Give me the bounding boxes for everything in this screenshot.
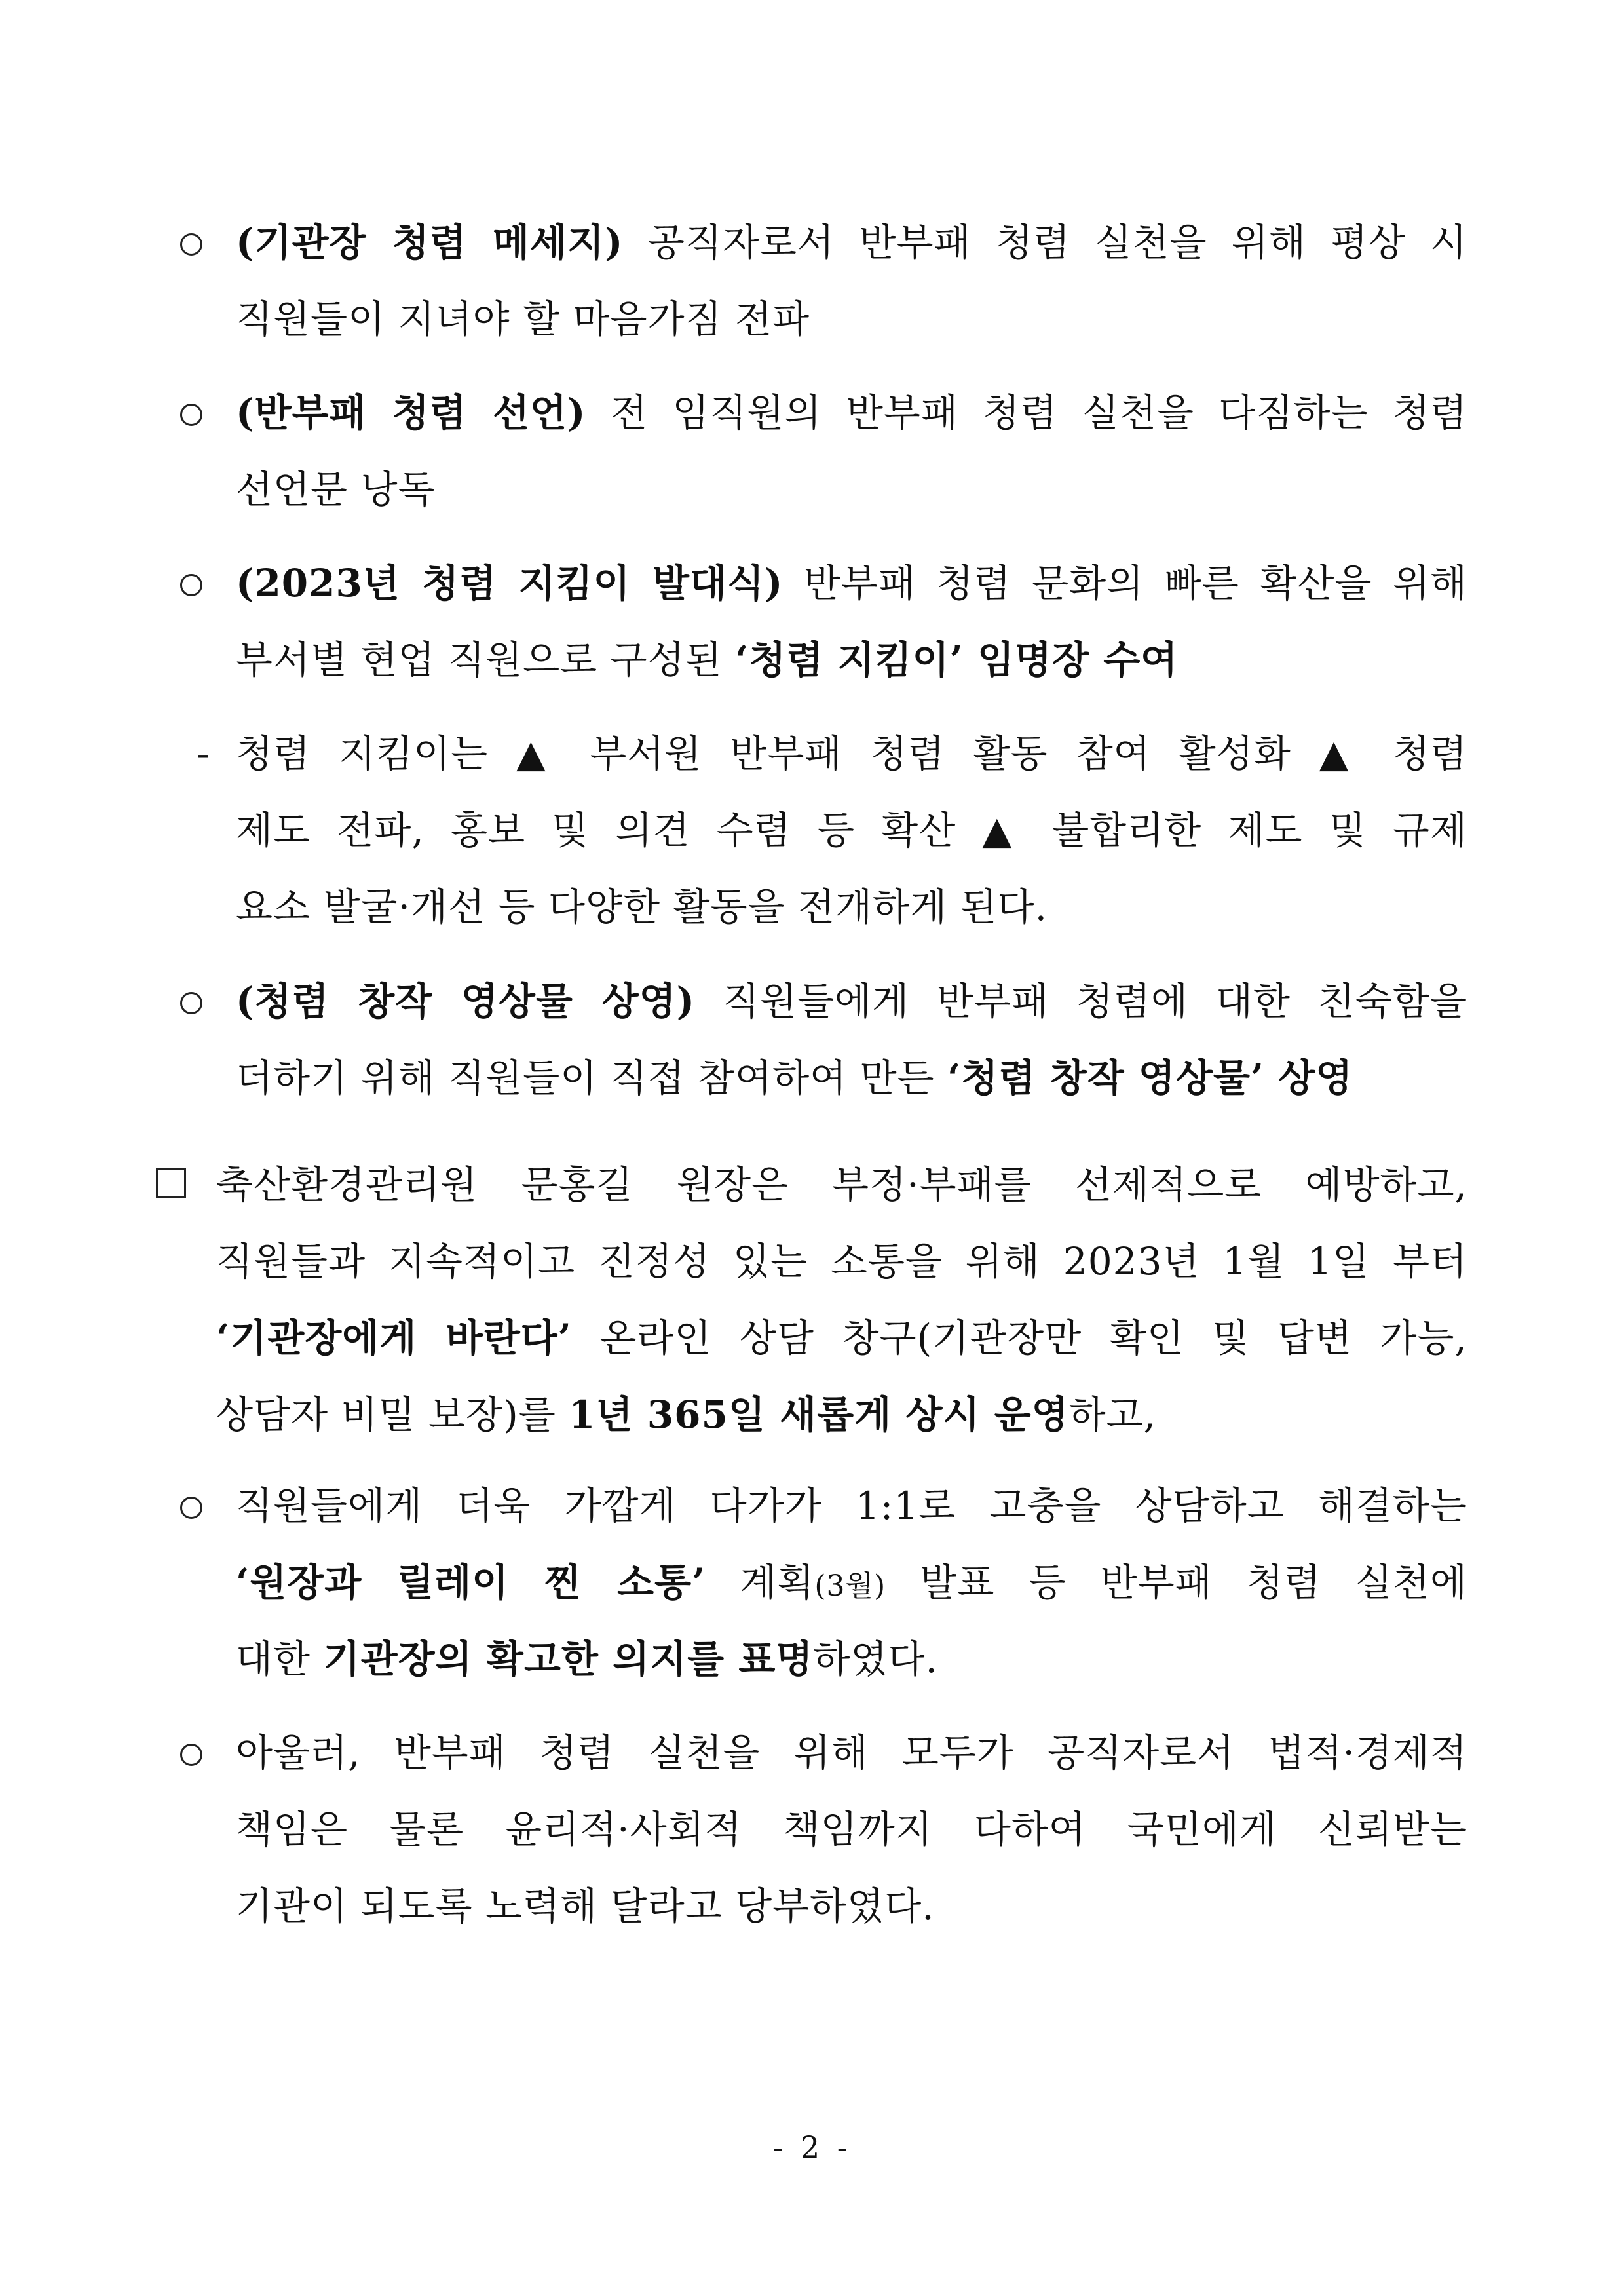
body-text: 하였다. xyxy=(813,1637,938,1681)
circle-bullet-icon xyxy=(180,1715,202,1791)
page-number: - 2 - xyxy=(772,2130,852,2165)
bold-text: ‘청렴 창작 영상물’ 상영 xyxy=(947,1056,1353,1100)
bold-text: 1년 365일 새롭게 상시 운영 xyxy=(569,1392,1069,1437)
body-text: 상담자 비밀 보장)를 xyxy=(216,1392,569,1437)
bold-text: ‘원장과 릴레이 찐 소통’ xyxy=(236,1560,706,1605)
section-5-line-2 xyxy=(236,1040,1467,1117)
section-5-line-1 xyxy=(236,963,1467,1040)
body-text: 계획 xyxy=(706,1560,815,1605)
section-8-line-3 xyxy=(236,1868,1467,1945)
body-text: 직원들이 지녀야 할 마음가짐 전파 xyxy=(236,297,810,341)
section-7 xyxy=(236,1468,1467,1698)
section-6-line-3 xyxy=(216,1300,1467,1377)
bold-text: ‘기관장에게 바란다’ xyxy=(216,1316,572,1360)
bold-text: 기관장의 확고한 의지를 표명 xyxy=(323,1637,814,1681)
body-text: 요소 발굴·개선 등 다양한 활동을 전개하게 된다. xyxy=(236,885,1048,929)
section-6-line-1 xyxy=(216,1147,1467,1223)
body-text: 온라인 상담 창구(기관장만 확인 및 답변 가능, xyxy=(571,1316,1467,1360)
section-6-line-2 xyxy=(216,1223,1467,1300)
section-6 xyxy=(216,1147,1467,1453)
section-3 xyxy=(236,545,1467,698)
section-3-line-1 xyxy=(236,545,1467,622)
section-6-line-4 xyxy=(216,1377,1467,1453)
section-8-line-2 xyxy=(236,1791,1467,1868)
bold-text: (기관장 청렴 메세지) xyxy=(236,220,624,265)
body-text: 축산환경관리원 문홍길 원장은 부정·부패를 선제적으로 예방하고, xyxy=(216,1162,1467,1207)
body-text: 선언문 낭독 xyxy=(236,467,436,512)
body-text: 부서별 현업 직원으로 구성된 xyxy=(236,638,736,682)
body-text: 직원들에게 더욱 가깝게 다가가 1:1로 고충을 상담하고 해결하는 xyxy=(236,1483,1467,1528)
body-text: 발표 등 반부패 청렴 실천에 xyxy=(886,1560,1467,1605)
bold-text: (반부패 청렴 선언) xyxy=(236,391,586,435)
circle-bullet-icon xyxy=(180,204,202,281)
body-text: 더하기 위해 직원들이 직접 참여하여 만든 xyxy=(236,1056,948,1100)
body-text: 하고, xyxy=(1068,1392,1157,1437)
body-text: 전 임직원의 반부패 청렴 실천을 다짐하는 청렴 xyxy=(586,391,1467,435)
section-2 xyxy=(236,375,1467,528)
body-text: 아울러, 반부패 청렴 실천을 위해 모두가 공직자로서 법적·경제적 xyxy=(236,1731,1467,1775)
dash-bullet: - xyxy=(197,731,210,776)
small-text: (3월) xyxy=(814,1569,886,1603)
bold-text: (청렴 창작 영상물 상영) xyxy=(236,979,696,1024)
bold-text: (2023년 청렴 지킴이 발대식) xyxy=(236,561,784,605)
section-1-line-2 xyxy=(236,281,1467,358)
bold-text: ‘청렴 지킴이’ 임명장 수여 xyxy=(735,638,1179,682)
body-text: 반부패 청렴 문화의 빠른 확산을 위해 xyxy=(783,561,1468,605)
body-text: 기관이 되도록 노력해 달라고 당부하였다. xyxy=(236,1884,935,1928)
section-4-line-2 xyxy=(236,792,1467,869)
body-text: 직원들에게 반부패 청렴에 대한 친숙함을 xyxy=(695,979,1467,1024)
circle-bullet-icon xyxy=(180,1468,202,1544)
section-7-line-2 xyxy=(236,1544,1467,1621)
circle-bullet-icon xyxy=(180,375,202,451)
section-7-line-1 xyxy=(236,1468,1467,1544)
section-4-line-1 xyxy=(236,716,1467,792)
section-2-line-1 xyxy=(236,375,1467,451)
section-8 xyxy=(236,1715,1467,1945)
section-1-line-1 xyxy=(236,204,1467,281)
section-2-line-2 xyxy=(236,451,1467,528)
square-bullet-icon xyxy=(156,1147,186,1223)
circle-bullet-icon xyxy=(180,545,202,622)
body-text: 대한 xyxy=(236,1637,324,1681)
body-text: 공직자로서 반부패 청렴 실천을 위해 평상 시 xyxy=(623,220,1467,265)
section-5 xyxy=(236,963,1467,1117)
body-text: 직원들과 지속적이고 진정성 있는 소통을 위해 2023년 1월 1일 부터 xyxy=(216,1239,1467,1284)
circle-bullet-icon xyxy=(180,963,202,1040)
section-8-line-1 xyxy=(236,1715,1467,1791)
body-text: 제도 전파, 홍보 및 의견 수렴 등 확산 ▲ 불합리한 제도 및 규제 xyxy=(236,808,1467,852)
body-text: 청렴 지킴이는 ▲ 부서원 반부패 청렴 활동 참여 활성화 ▲ 청렴 xyxy=(236,731,1467,776)
section-7-line-3 xyxy=(236,1621,1467,1698)
body-text: 책임은 물론 윤리적·사회적 책임까지 다하여 국민에게 신뢰받는 xyxy=(236,1807,1467,1852)
section-1 xyxy=(236,204,1467,358)
section-3-line-2 xyxy=(236,622,1467,698)
section-4-line-3 xyxy=(236,869,1467,946)
section-4 xyxy=(236,716,1467,946)
